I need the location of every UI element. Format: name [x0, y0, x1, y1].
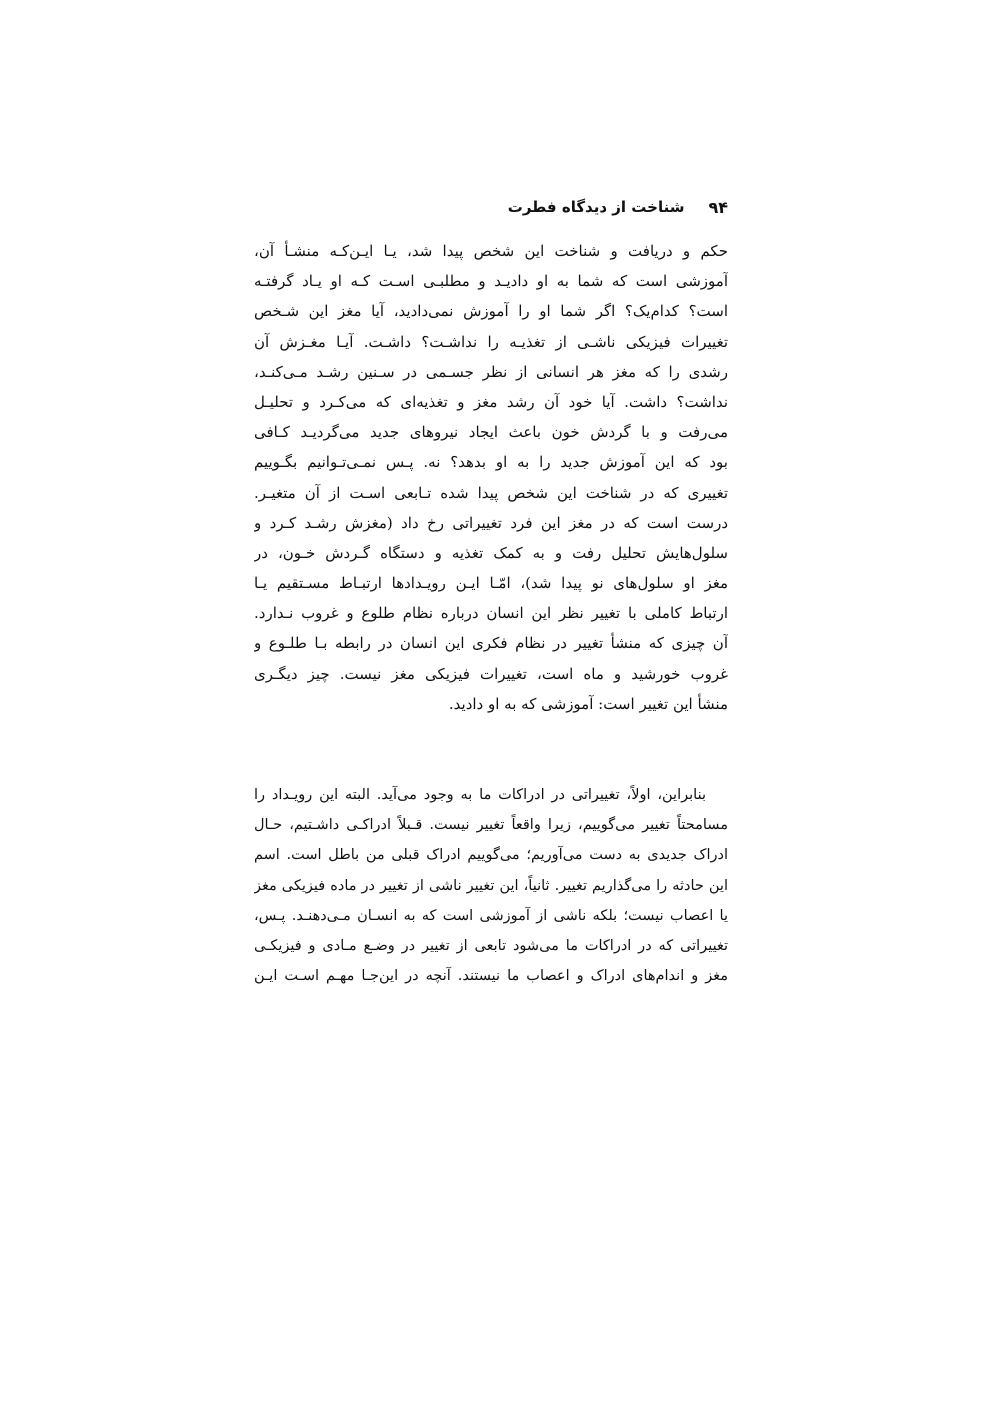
text-line: مغز او سلول‌های نو پیدا شد)، امّـا ایـن رویـدادها ارتبـاط مسـتقیم یـا: [254, 574, 728, 593]
paragraph-2: [254, 780, 728, 991]
running-title: شناخت از دیدگاه فطرت: [507, 198, 685, 216]
text-line: یا اعصاب نیست؛ بلکه ناشی از آموزشی است که به انسـان مـی‌دهنـد. پـس،: [254, 907, 728, 924]
text-line: این حادثه را می‌گذاریم تغییر. ثانیاً، این تغییر ناشی از تغییر در ماده فیزیکی مغز: [254, 877, 728, 894]
text-line: بنابراین، اولاً، تغییراتی در ادراکات ما به وجود می‌آید. البته این رویـداد را: [254, 787, 706, 803]
text-line: آن چیزی که منشأ تغییر در نظام فکری این انسان در رابطه بـا طلـوع و: [254, 634, 728, 653]
text-line: درست است که در مغز این فرد تغییراتی رخ داد (مغزش رشـد کـرد و: [254, 513, 728, 532]
paragraph-1: [254, 236, 728, 719]
text-line: منشأ این تغییر است: آموزشی که به او دادید.: [448, 694, 728, 713]
text-line: غروب خورشید و ماه است، تغییرات فیزیکی مغز نیست. چیز دیگـری: [254, 664, 728, 683]
text-line: مغز و اندام‌های ادراک و اعصاب ما نیستند. آنچه در این‌جـا مهـم اسـت ایـن: [254, 968, 728, 985]
text-line: ارتباط کاملی با تغییر نظر این انسان درباره نظام طلوع و غروب نـدارد.: [254, 604, 728, 623]
page-number: ۹۴: [708, 197, 728, 217]
text-line: تغییری که در شناخت این شخص پیدا شده تـابعی اسـت از آن متغیـر.: [254, 483, 728, 502]
text-line: رشدی را که مغز هر انسانی از نظر جسـمی در سـنین رشـد مـی‌کنـد،: [254, 362, 728, 381]
text-line: آموزشی است که شما به او دادیـد و مطلبـی اسـت کـه او یـاد گرفتـه: [254, 272, 728, 291]
text-line: سلول‌هایش تحلیل رفت و به کمک تغذیه و دستگاه گـردش خـون، در: [254, 543, 728, 562]
text-line: است؟ کدام‌یک؟ اگر شما او را آموزش نمی‌دادید، آیا مغز این شـخص: [254, 302, 728, 321]
text-line: تغییراتی که در ادراکات ما می‌شود تابعی از تغییر در وضـع مـادی و فیزیکـی: [254, 937, 728, 954]
page-header: [254, 192, 728, 222]
text-line: نداشت؟ داشت. آیا خود آن رشد مغز و تغذیه‌ای که می‌کـرد و تحلیـل: [254, 392, 728, 411]
text-line: حکم و دریافت و شناخت این شخص پیدا شد، یـا ایـن‌کـه منشـأ آن،: [254, 242, 728, 260]
text-line: مسامحتاً تغییر می‌گوییم، زیرا واقعاً تغییر نیست. قـبلاً ادراکـی داشـتیم، حـال: [254, 817, 728, 834]
text-line: ادراک جدیدی به دست می‌آوریم؛ می‌گوییم ادراک قبلی من باطل است. اسم: [254, 847, 728, 864]
text-line: بود که این آموزش جدید را به او بدهد؟ نه. پـس نمـی‌تـوانیم بگـوییم: [254, 453, 728, 472]
text-line: می‌رفت و با گردش خون باعث ایجاد نیروهای جدید می‌گردیـد کـافی: [254, 423, 728, 442]
text-line: تغییرات فیزیکی ناشـی از تغذیـه را نداشـت؟ داشـت. آیـا مغـزش آن: [254, 332, 728, 351]
